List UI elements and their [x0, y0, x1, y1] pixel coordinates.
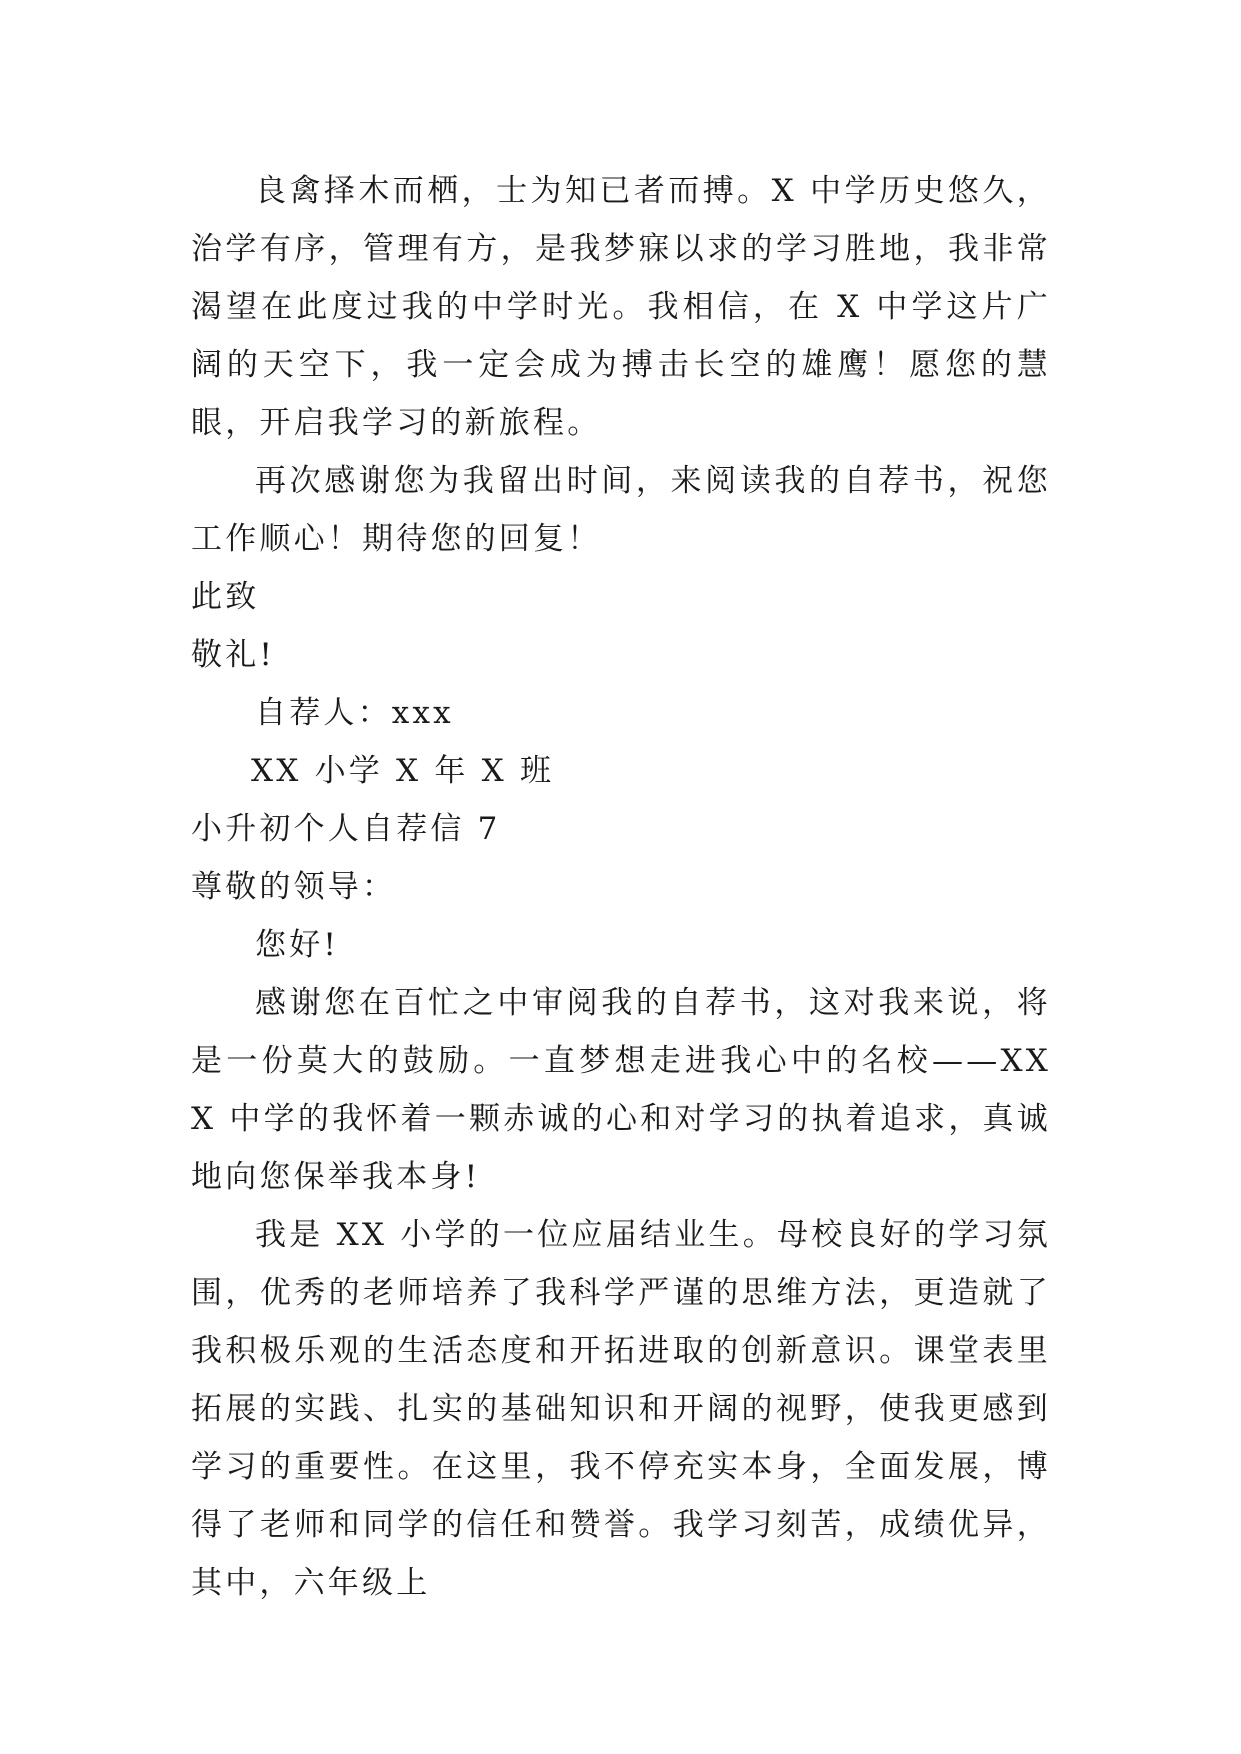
paragraph-thanks: 再次感谢您为我留出时间，来阅读我的自荐书，祝您工作顺心！期待您的回复！ — [191, 463, 1051, 557]
signature-class: XX 小学 X 年 X 班 — [251, 753, 555, 789]
closing-salutation: 此致 — [191, 579, 260, 615]
section-title: 小升初个人自荐信 7 — [191, 811, 501, 847]
paragraph-introduction: 感谢您在百忙之中审阅我的自荐书，这对我来说，将是一份莫大的鼓励。一直梦想走进我心中的名校——XXX 中学的我怀着一颗赤诚的心和对学习的执着追求，真诚地向您保举我本身! — [191, 985, 1051, 1195]
greeting-hello: 您好! — [255, 927, 340, 963]
letter-body — [191, 162, 1051, 1612]
paragraph-background: 我是 XX 小学的一位应届结业生。母校良好的学习氛围，优秀的老师培养了我科学严谨的思维方法，更造就了我积极乐观的生活态度和开拓进取的创新意识。课堂表里拓展的实践、扎实的基础知识和开阔的视野，使我更感到学习的重要性。在这里，我不停充实本身，全面发展，博得了老师和同学的信任和赞誉。我学习刻苦，成绩优异，其中，六年级上 — [191, 1217, 1051, 1601]
paragraph-school-aspiration: 良禽择木而栖，士为知已者而搏。X 中学历史悠久，治学有序，管理有方，是我梦寐以求的学习胜地，我非常渴望在此度过我的中学时光。我相信，在 X 中学这片广阔的天空下，我一定会成为搏击长空的雄鹰！愿您的慧眼，开启我学习的新旅程。 — [191, 173, 1051, 441]
signature-name: 自荐人：xxx — [255, 695, 454, 731]
closing-regards: 敬礼! — [191, 637, 276, 673]
greeting-recipient: 尊敬的领导： — [191, 869, 397, 905]
